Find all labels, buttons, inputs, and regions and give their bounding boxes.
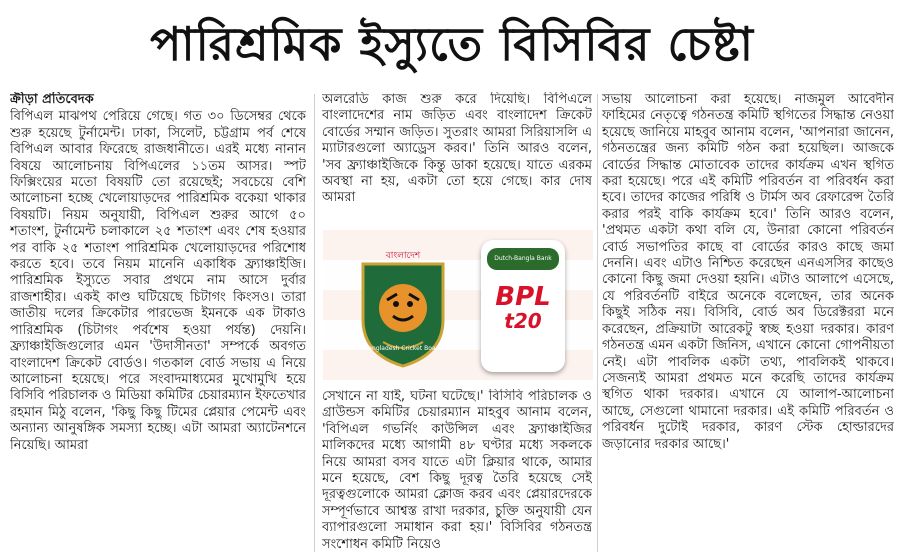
article-column-1 <box>10 92 306 554</box>
column-divider <box>314 94 315 552</box>
article-column-2-bottom <box>322 389 592 555</box>
bcb-logo-top-text: বাংলাদেশ <box>385 251 421 261</box>
bpl-sponsor-label: Dutch-Bangla Bank <box>487 248 559 270</box>
bcb-logo-bottom-text: Bangladesh Cricket Board <box>364 345 442 352</box>
column-2-top-body: অলরেডি কাজ শুরু করে দিয়েছি। বিপিএলে বাংলাদেশের নাম জড়িত এবং বাংলাদেশ ক্রিকেট বোর্ডের সম্মান জড়িত। সুতরাং আমরা সিরিয়াসলি এ ম্যাটারগুলো অ্যাড্রেস করব।' তিনি আরও বলেন, 'সব ফ্র্যাঞ্চাইজিকে কিন্তু ডাকা হয়েছে। যাতে এরকম অবস্থা না হয়, একটা তো হয়ে গেছে। কার দোষ আমরা <box>322 92 592 206</box>
bpl-title: BPL <box>495 282 551 312</box>
bpl-footer <box>487 348 559 362</box>
column-1-body: বিপিএল মাঝপথ পেরিয়ে গেছে। গত ৩০ ডিসেম্বর থেকে শুরু হয়েছে টুর্নামেন্ট। ঢাকা, সিলেট, চট্টগ্রাম পর্ব শেষে বিপিএল আবার ফিরেছে রাজধানীতে। এরই মধ্যে নানান বিষয়ে আলোচনায় বিপিএলের ১১তম আসর। স্পট ফিক্সিংয়ের মতো বিষয়টি তো রয়েছেই; সবচেয়ে বেশি আলোচনা হচ্ছে খেলোয়াড়দের পারিশ্রমিক বকেয়া থাকার বিষয়টি। নিয়ম অনুযায়ী, বিপিএল শুরুর আগে ৫০ শতাংশ, টুর্নামেন্ট চলাকালে ২৫ শতাংশ এবং শেষ হওয়ার পর বাকি ২৫ শতাংশ পারিশ্রমিক খেলোয়াড়দের পরিশোধ করতে হবে। তবে নিয়ম মানেনি একাধিক ফ্র্যাঞ্চাইজি। পারিশ্রমিক ইস্যুতে সবার প্রথমে নাম আসে দুর্বার রাজশাহীর। একই কাণ্ড ঘটিয়েছে চিটাগং কিংসও। তারা জাতীয় দলের ক্রিকেটার পারভেজ ইমনকে এক টাকাও পারিশ্রমিক (চিটাগং পর্বশেষ হওয়া পর্যন্ত) দেয়নি। ফ্র্যাঞ্চাইজিগুলোর এমন 'উদাসীনতা' সম্পর্কে অবগত বাংলাদেশ ক্রিকেট বোর্ডও। গতকাল বোর্ড সভায় এ নিয়ে আলোচনা হয়েছে। পরে সংবাদমাধ্যমের মুখোমুখি হয়ে বিসিবি পরিচালক ও মিডিয়া কমিটির চেয়ারম্যান ইফতেখার রহমান মিঠু বলেন, 'কিছু কিছু টিমের প্লেয়ার পেমেন্ট এবং অন্যান্য আনুষঙ্গিক সমস্যা হচ্ছে। এটা আমরা অ্যাটেনশনে নিয়েছি। আমরা <box>10 109 306 453</box>
bpl-logo <box>481 240 565 372</box>
article-column-3 <box>602 92 894 554</box>
article-column-2-top <box>322 92 592 224</box>
byline: ক্রীড়া প্রতিবেদক <box>10 92 94 107</box>
bcb-logo-icon <box>353 242 453 370</box>
column-1-paragraph <box>10 92 306 454</box>
column-divider <box>597 94 598 552</box>
column-2-bottom-body: সেখানে না যাই, ঘটনা ঘটেছে।' বিসিবি পরিচালক ও গ্রাউন্ডস কমিটির চেয়ারম্যান মাহবুব আনাম বলেন, 'বিপিএল গভর্নিং কাউন্সিল এবং ফ্র্যাঞ্চাইজির মালিকদের মধ্যে আগামী ৪৮ ঘণ্টার মধ্যে সকলকে নিয়ে আমরা বসব যাতে এটা ক্লিয়ার থাকে, আমার মনে হয়েছে, বেশ কিছু দূরত্ব তৈরি হয়েছে সেই দূরত্বগুলোকে আমরা ক্লোজ করব এবং প্লেয়ারদেরকে সম্পূর্ণভাবে আশ্বস্ত রাখা দরকার, চুক্তি অনুযায়ী যেন ব্যাপারগুলো সমাধান করা হয়।' বিসিবির গঠনতন্ত্র সংশোধন কমিটি নিয়েও <box>322 389 592 552</box>
article-figure <box>323 230 593 380</box>
column-3-body: সভায় আলোচনা করা হয়েছে। নাজমুল আবেদীন ফাহিমের নেতৃত্বে গঠনতন্ত্র কমিটি স্থগিতের সিদ্ধান্ত নেওয়া হয়েছে জানিয়ে মাহবুব আনাম বলেন, 'আপনারা জানেন, গঠনতন্ত্রের জন্য কমিটি গঠন করা হয়েছিল। আজকে বোর্ডের সিদ্ধান্ত মোতাবেক তাদের কার্যক্রম এখন স্থগিত করা হয়েছে। পরে এই কমিটি পরিবর্তন বা পরিবর্ধন করা হবে। তাদের কাজের পরিধি ও টার্মস অব রেফারেন্স তৈরি করার পরই বাকি কার্যক্রম হবে।' তিনি আরও বলেন, 'প্রথমত একটা কথা বলি যে, উনারা কোনো পরিবর্তন বোর্ড সভাপতির কাছে বা বোর্ডের কারও কাছে জমা দেননি। এবং এটাও নিশ্চিত করেছেন এনএসসির কাছেও কোনো কিছু জমা দেওয়া হয়নি। এটাও আলাপে এসেছে, যে পরিবর্তনটি বাইরে অনেকে বলেছেন, তার অনেক কিছুই সঠিক নয়। বিসিবি, বোর্ড অব ডিরেক্টররা মনে করেছেন, প্রক্রিয়াটা আরেকটু স্বচ্ছ হওয়া দরকার। কারণ গঠনতন্ত্র এমন একটা জিনিস, এখানে কোনো গোপনীয়তা নেই। এটা পাবলিক একটা তথ্য, পাবলিকই থাকবে। সেজন্যই আমরা প্রথমত মনে করেছি তাদের কার্যক্রম স্থগিত থাকা দরকার। এখানে যে আলাপ-আলোচনা আছে, সেগুলো থামানো দরকার। এই কমিটি পরিবর্তন ও পরিবর্ধন দুটোই দরকার, কারণ স্টেক হোল্ডারদের জড়ানোর দরকার আছে।' <box>602 92 894 452</box>
bpl-subtitle: t20 <box>504 309 542 333</box>
headline: পারিশ্রমিক ইস্যুতে বিসিবির চেষ্টা <box>150 17 754 71</box>
